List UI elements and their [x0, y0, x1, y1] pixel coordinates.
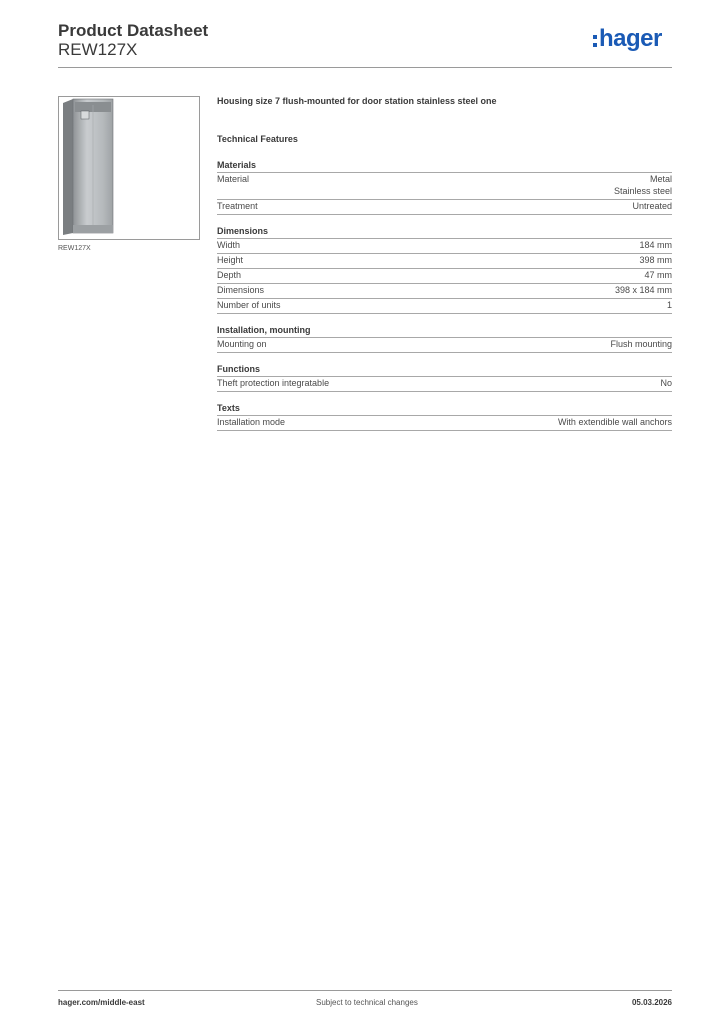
feature-row	[217, 416, 672, 431]
feature-label: Material	[217, 174, 250, 184]
feature-section	[217, 325, 672, 353]
feature-label: Width	[217, 239, 241, 250]
feature-section	[217, 364, 672, 392]
hager-logo	[593, 27, 662, 57]
feature-label: Dimensions	[217, 284, 265, 295]
feature-section	[217, 160, 672, 215]
feature-value-line: Metal	[649, 174, 672, 184]
footer-divider	[58, 990, 672, 991]
feature-value	[610, 339, 672, 351]
feature-value	[639, 240, 672, 252]
header-product-code: REW127X	[58, 40, 138, 59]
feature-row	[217, 254, 672, 269]
feature-row	[217, 200, 672, 215]
feature-row	[217, 284, 672, 299]
feature-row	[217, 269, 672, 284]
product-description: Housing size 7 flush-mounted for door station stainless steel one	[217, 96, 497, 106]
section-title: Texts	[217, 403, 672, 416]
feature-label: Depth	[217, 269, 242, 280]
technical-features-heading: Technical Features	[217, 134, 298, 144]
section-title: Functions	[217, 364, 672, 377]
feature-row	[217, 299, 672, 314]
feature-value	[667, 300, 672, 312]
product-image-frame	[58, 96, 200, 240]
logo-text: hager	[599, 25, 662, 52]
feature-value	[615, 285, 672, 297]
feature-row	[217, 173, 672, 200]
logo-dots-icon	[593, 35, 597, 47]
section-title: Materials	[217, 160, 672, 173]
feature-value-line: 184 mm	[639, 239, 672, 250]
footer-note: Subject to technical changes	[316, 998, 418, 1007]
header-divider	[58, 67, 672, 68]
feature-value-line: 1	[666, 299, 672, 310]
feature-label: Theft protection integratable	[217, 377, 330, 388]
feature-value	[660, 378, 672, 390]
section-title: Installation, mounting	[217, 325, 672, 338]
feature-value-line: Stainless steel	[613, 185, 672, 196]
footer-website[interactable]: hager.com/middle-east	[58, 998, 145, 1007]
feature-section	[217, 403, 672, 431]
header-title: Product Datasheet	[58, 21, 209, 40]
feature-row	[217, 239, 672, 254]
feature-value	[558, 417, 672, 429]
feature-value-line: 398 x 184 mm	[614, 284, 672, 295]
product-image	[59, 97, 199, 239]
image-caption: REW127X	[58, 245, 91, 252]
feature-section	[217, 226, 672, 314]
feature-label: Mounting on	[217, 338, 267, 349]
feature-value	[614, 174, 672, 197]
feature-value-line: Untreated	[632, 200, 672, 211]
feature-value-line: With extendible wall anchors	[557, 416, 672, 427]
section-title: Dimensions	[217, 226, 672, 239]
feature-row	[217, 377, 672, 392]
feature-sections	[217, 160, 672, 431]
feature-value-line: 398 mm	[639, 254, 672, 265]
footer-date: 05.03.2026	[631, 998, 672, 1007]
feature-value-line: Flush mounting	[610, 338, 672, 349]
feature-value-line: No	[660, 377, 672, 388]
feature-label: Installation mode	[217, 416, 286, 427]
feature-row	[217, 338, 672, 353]
feature-label: Treatment	[217, 200, 258, 211]
technical-content	[217, 96, 672, 442]
feature-value-line: 47 mm	[644, 269, 672, 280]
feature-value	[632, 201, 672, 213]
feature-label: Number of units	[217, 299, 281, 310]
feature-label: Height	[217, 254, 244, 265]
feature-value	[644, 270, 672, 282]
feature-value	[639, 255, 672, 267]
